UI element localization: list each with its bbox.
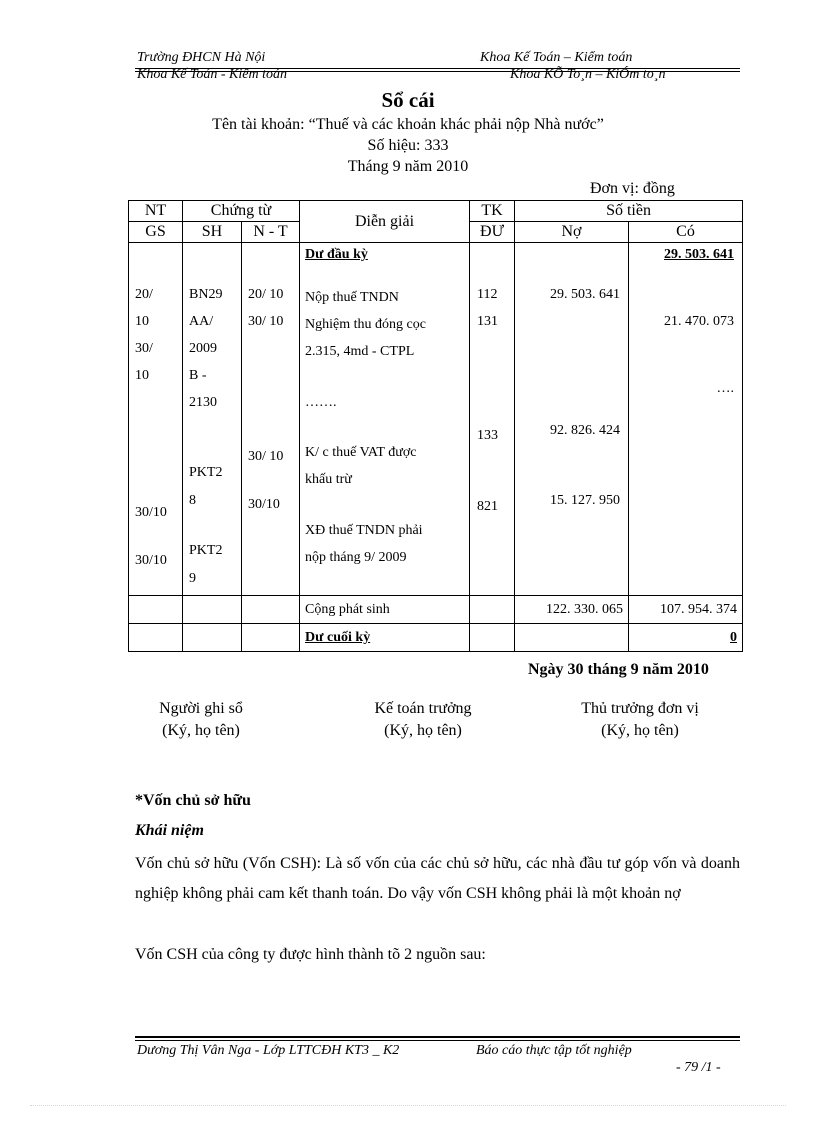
sh-line: PKT2 bbox=[189, 543, 223, 558]
nt-line: 20/ 10 bbox=[248, 287, 284, 302]
dg-line: Nộp thuế TNDN bbox=[305, 290, 399, 305]
account-number: Số hiệu: 333 bbox=[367, 137, 449, 154]
sh-line: BN29 bbox=[189, 287, 223, 302]
signature-note: (Ký, họ tên) bbox=[601, 722, 679, 739]
ntgs-line: 10 bbox=[135, 314, 149, 329]
total-co: 107. 954. 374 bbox=[629, 596, 743, 624]
no-line: 29. 503. 641 bbox=[550, 287, 620, 302]
header-school: Trường ĐHCN Hà Nội bbox=[137, 50, 266, 65]
page-number: - 79 /1 - bbox=[676, 1060, 721, 1075]
tk-line: 821 bbox=[477, 499, 498, 514]
th-nt: N - T bbox=[242, 222, 300, 243]
ntgs-line: 30/10 bbox=[135, 553, 167, 568]
period: Tháng 9 năm 2010 bbox=[347, 158, 469, 175]
currency-unit: Đơn vị: đồng bbox=[590, 180, 675, 197]
dg-line: Nghiệm thu đóng cọc bbox=[305, 317, 426, 332]
header-faculty: Khoa Kế Toán – Kiểm toán bbox=[480, 50, 633, 65]
signature-chief-accountant bbox=[348, 698, 498, 742]
th-sh: SH bbox=[183, 222, 242, 243]
paragraph-sources: Vốn CSH của công ty được hình thành tõ 2 nguồn sau: bbox=[135, 946, 486, 963]
co-line: …. bbox=[716, 381, 735, 396]
sh-line: 8 bbox=[189, 493, 196, 508]
signature-role: Thủ trưởng đơn vị bbox=[581, 700, 699, 717]
no-line: 15. 127. 950 bbox=[550, 493, 620, 508]
cell-sh bbox=[183, 243, 242, 596]
cell-dien-giai bbox=[300, 243, 470, 596]
dg-line: khấu trừ bbox=[305, 472, 352, 487]
th-dien-giai: Diễn giải bbox=[300, 201, 470, 243]
sh-line: 9 bbox=[189, 571, 196, 586]
ledger-table bbox=[128, 200, 743, 652]
th-no: Nợ bbox=[515, 222, 629, 243]
sh-line: 2009 bbox=[189, 341, 217, 356]
no-line: 92. 826. 424 bbox=[550, 423, 620, 438]
sh-line: PKT2 bbox=[189, 465, 223, 480]
th-tk-2: ĐƯ bbox=[470, 222, 515, 243]
th-ntgs-2: GS bbox=[129, 222, 183, 243]
co-line: 21. 470. 073 bbox=[664, 314, 735, 329]
cell-ntgs bbox=[129, 243, 183, 596]
nt-line: 30/ 10 bbox=[248, 449, 284, 464]
section-subheading: Khái niệm bbox=[135, 822, 204, 839]
ntgs-line: 20/ bbox=[135, 287, 153, 302]
cell-nt bbox=[242, 243, 300, 596]
th-so-tien: Số tiền bbox=[515, 201, 743, 222]
footer-rule-top bbox=[135, 1036, 740, 1038]
dg-line: ……. bbox=[305, 395, 337, 410]
page-edge bbox=[30, 1105, 786, 1106]
header-faculty-right: Khoa KÕ To¸n – KiÓm to¸n bbox=[510, 67, 666, 82]
header-faculty-left: Khoa Kế Toán - Kiểm toán bbox=[137, 67, 287, 82]
signature-note: (Ký, họ tên) bbox=[162, 722, 240, 739]
footer-author: Dương Thị Vân Nga - Lớp LTTCĐH KT3 _ K2 bbox=[137, 1043, 400, 1058]
ntgs-line: 30/10 bbox=[135, 505, 167, 520]
th-tk-1: TK bbox=[470, 201, 515, 222]
dg-line: K/ c thuế VAT được bbox=[305, 445, 417, 460]
signature-head bbox=[560, 698, 720, 742]
ntgs-line: 30/ bbox=[135, 341, 153, 356]
cell-tk bbox=[470, 243, 515, 596]
total-no: 122. 330. 065 bbox=[515, 596, 629, 624]
dg-line: nộp tháng 9/ 2009 bbox=[305, 550, 407, 565]
dg-line: XĐ thuế TNDN phải bbox=[305, 523, 423, 538]
closing-label: Dư cuối kỳ bbox=[305, 629, 371, 645]
footer-report: Báo cáo thực tập tốt nghiệp bbox=[476, 1043, 632, 1058]
sh-line: B - bbox=[189, 368, 207, 383]
signature-note: (Ký, họ tên) bbox=[384, 722, 462, 739]
date-line: Ngày 30 tháng 9 năm 2010 bbox=[528, 661, 709, 678]
opening-balance-value: 29. 503. 641 bbox=[664, 247, 735, 262]
nt-line: 30/10 bbox=[248, 497, 280, 512]
paragraph-definition: Vốn chủ sở hữu (Vốn CSH): Là số vốn của các chủ sở hữu, các nhà đầu tư góp vốn và doanh nghiệp không phải cam kết thanh toán. Do vậy vốn CSH không phải là một khoản nợ bbox=[135, 855, 740, 902]
th-chung-tu: Chứng từ bbox=[183, 201, 300, 222]
ntgs-line: 10 bbox=[135, 368, 149, 383]
tk-line: 131 bbox=[477, 314, 498, 329]
section-heading: *Vốn chủ sở hữu bbox=[135, 792, 251, 809]
cell-no bbox=[515, 243, 629, 596]
ledger-title: Sổ cái bbox=[381, 88, 435, 112]
sh-line: AA/ bbox=[189, 314, 214, 329]
signature-role: Kế toán trưởng bbox=[374, 700, 472, 717]
dg-line: 2.315, 4md - CTPL bbox=[305, 344, 415, 359]
th-ntgs-1: NT bbox=[129, 201, 183, 222]
opening-balance-label: Dư đầu kỳ bbox=[305, 247, 368, 262]
total-label: Cộng phát sinh bbox=[300, 596, 470, 624]
cell-co bbox=[629, 243, 743, 596]
footer-rule-bottom bbox=[135, 1040, 740, 1041]
tk-line: 133 bbox=[477, 428, 498, 443]
sh-line: 2130 bbox=[189, 395, 217, 410]
closing-co: 0 bbox=[730, 629, 738, 645]
th-co: Có bbox=[629, 222, 743, 243]
account-name: Tên tài khoản: “Thuế và các khoản khác phải nộp Nhà nước” bbox=[212, 116, 604, 133]
tk-line: 112 bbox=[477, 287, 498, 302]
nt-line: 30/ 10 bbox=[248, 314, 284, 329]
signature-role: Người ghi sổ bbox=[159, 700, 243, 717]
signature-recorder bbox=[126, 698, 276, 742]
